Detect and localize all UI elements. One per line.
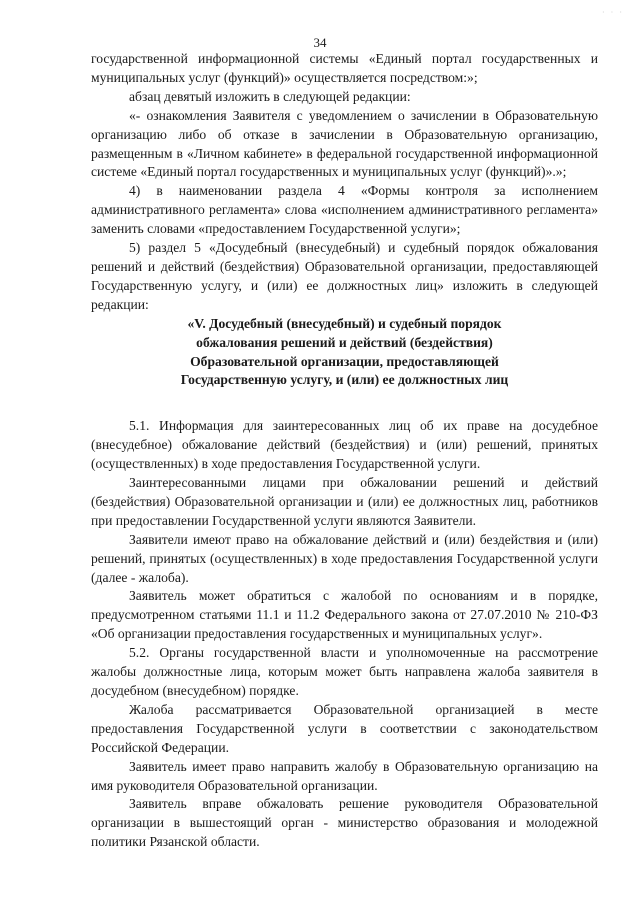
section-heading-line: обжалования решений и действий (бездействия) (196, 334, 493, 350)
section-heading (91, 315, 598, 391)
paragraph: 5.1. Информация для заинтересованных лиц об их праве на досудебное (внесудебное) обжалование действий (бездействия) и (или) решений, принятых (осуществленных) в ходе предоставления Государственной услуги. (91, 418, 598, 472)
page-number: 34 (313, 35, 327, 50)
paragraph: Заинтересованными лицами при обжаловании решений и действий (бездействия) Образовательной организации и (или) ее должностных лиц, работников при предоставлении Государственной услуги являются Заявители. (91, 475, 598, 528)
paragraph: абзац девятый изложить в следующей редакции: (129, 88, 411, 104)
paragraph: Заявитель может обратиться с жалобой по основаниям и в порядке, предусмотренном статьями 11.1 и 11.2 Федерального закона от 27.07.2010 № 210-ФЗ «Об организации предоставления государственных и муниципальных услуг». (91, 588, 598, 642)
paragraph: 5) раздел 5 «Досудебный (внесудебный) и судебный порядок обжалования решений и действий (бездействия) Образовательной организации, предоставляющей Государственную услугу, и (или) ее должностных лиц» изложить в следующей редакции: (91, 240, 598, 312)
document-body (91, 50, 598, 852)
paragraph: Заявитель вправе обжаловать решение руководителя Образовательной организации в вышестоящий орган - министерство образования и молодежной политики Рязанской области. (91, 796, 598, 850)
paragraph: 5.2. Органы государственной власти и уполномоченные на рассмотрение жалобы должностные лица, которым может быть направлена жалоба заявителя в досудебном (внесудебном) порядке. (91, 645, 598, 698)
scan-corner-mark: · · · (602, 8, 624, 17)
section-heading-line: Государственную услугу, и (или) ее должностных лиц (180, 372, 509, 388)
paragraph: Заявитель имеет право направить жалобу в Образовательную организацию на имя руководителя Образовательной организации. (91, 758, 598, 793)
spacer (91, 390, 598, 417)
paragraph-continuation: государственной информационной системы «Единый портал государственных и муниципальных услуг (функций)» осуществляется посредством:»; (91, 51, 598, 85)
paragraph: Жалоба рассматривается Образовательной организацией в месте предоставления Государственной услуги в соответствии с законодательством Российской Федерации. (91, 701, 598, 755)
paragraph: «- ознакомления Заявителя с уведомлением о зачислении в Образовательную организацию либо об отказе в зачислении в Образовательную организацию, размещенным в «Личном кабинете» в федеральной государственной информационной системе «Единый портал государственных и муниципальных услуг (функций)».»; (91, 107, 598, 180)
section-heading-line: «V. Досудебный (внесудебный) и судебный порядок (187, 315, 502, 331)
paragraph: Заявители имеют право на обжалование действий и (или) бездействия и (или) решений, принятых (осуществленных) в ходе предоставления Государственной услуги (далее - жалоба). (91, 531, 598, 585)
paragraph: 4) в наименовании раздела 4 «Формы контроля за исполнением административного регламента» слова «исполнением административного регламента» заменить словами «предоставлением Государственной услуги»; (91, 183, 598, 237)
section-heading-line: Образовательной организации, предоставляющей (190, 353, 499, 369)
